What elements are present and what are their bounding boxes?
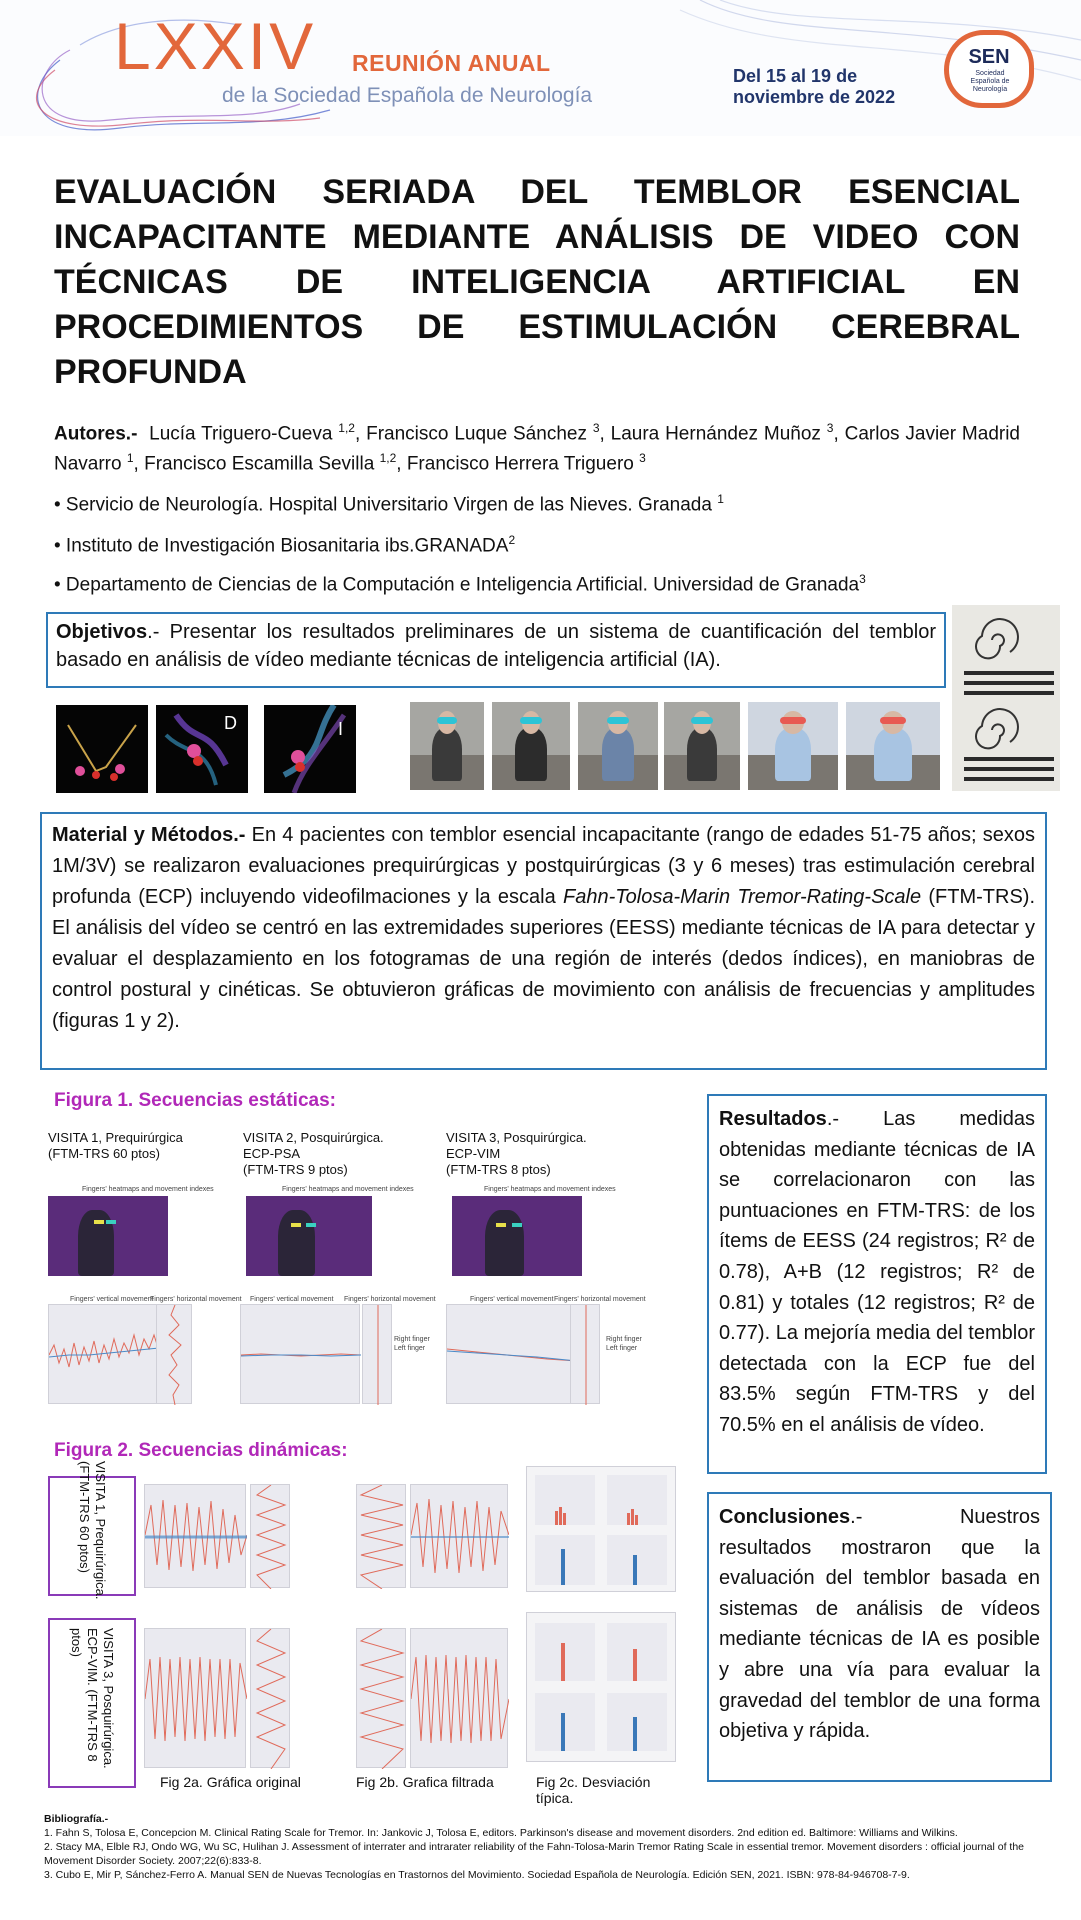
- legend-right-finger: Right finger: [606, 1336, 642, 1343]
- fig2a-visit3-horizontal: [250, 1628, 290, 1768]
- figure2-caption: Figura 2. Secuencias dinámicas:: [54, 1440, 348, 1461]
- tremor-signal-graphic: [411, 1485, 509, 1589]
- legend-left-finger: Left finger: [394, 1345, 426, 1352]
- dates-line-1: Del 15 al 19 de: [733, 66, 858, 86]
- affiliation: [54, 528, 1020, 558]
- heatmap-title: Fingers' heatmaps and movement indexes: [282, 1186, 414, 1193]
- histogram-graphic: [527, 1467, 677, 1593]
- sen-logo-subtext: Sociedad Española de Neurología: [970, 70, 1010, 93]
- affiliation-text: • Instituto de Investigación Biosanitaria ibs.GRANADA: [54, 535, 509, 557]
- visit2-label: [243, 1130, 384, 1178]
- affiliation-text: • Departamento de Ciencias de la Computación e Inteligencia Artificial. Universidad de Granada: [54, 574, 860, 596]
- metodos-text: [52, 820, 1035, 1037]
- conclusiones-label: Conclusiones: [719, 1506, 851, 1528]
- sen-logo-text: SEN: [968, 46, 1010, 68]
- visit-line: ECP-VIM: [446, 1146, 501, 1161]
- conference-number: LXXIV: [114, 9, 317, 83]
- hand-tracking-left: [264, 705, 356, 793]
- affiliation-sup: 2: [508, 533, 516, 547]
- heatmap: [246, 1196, 372, 1276]
- conclusiones-box: [707, 1492, 1052, 1782]
- visit-line: VISITA 2, Posquirúrgica.: [243, 1130, 384, 1145]
- movement-plot-h1: [156, 1304, 192, 1404]
- conference-header: [0, 0, 1081, 136]
- tremor-signal-graphic: [411, 1629, 509, 1769]
- heatmap-title: Fingers' heatmaps and movement indexes: [82, 1186, 214, 1193]
- vertical-signal-graphic: [157, 1305, 193, 1405]
- bibliography-ref: 2. Stacy MA, Elble RJ, Ondo WG, Wu SC, Hulihan J. Assessment of interrater and intrarater reliability of the Fahn-Tolosa-Marin Tremor Rating Scale in essential tremor. Movement disorders : official journal of the Movement Disorder Society. 2007;22(6):833-8.: [44, 1841, 1025, 1867]
- legend-right-finger: Right finger: [394, 1336, 430, 1343]
- objetivos-box: [46, 612, 946, 688]
- author: , Francisco Luque Sánchez: [354, 423, 587, 445]
- visit-line: (FTM-TRS 60 ptos): [48, 1146, 160, 1161]
- right-label: D: [224, 713, 237, 733]
- resultados-text: [719, 1104, 1035, 1441]
- affiliation-sup: 1: [717, 492, 724, 506]
- visit1-label: [48, 1130, 183, 1162]
- fig2a-visit1-vertical: [144, 1484, 246, 1588]
- movement-plot-h3: [570, 1304, 600, 1404]
- patient-photo: [748, 702, 838, 790]
- movement-plot-v2: [240, 1304, 360, 1404]
- patient-photo: [664, 702, 740, 790]
- objetivos-text: [56, 618, 936, 674]
- objetivos-label: Objetivos: [56, 621, 148, 643]
- vertical-signal-graphic: [571, 1305, 601, 1405]
- patient-photo: [578, 702, 658, 790]
- resultados-label: Resultados: [719, 1108, 827, 1130]
- visit3-label: [446, 1130, 587, 1178]
- fig2a-caption: Fig 2a. Gráfica original: [160, 1774, 301, 1790]
- plot-title: Fingers' horizontal movement: [554, 1296, 646, 1303]
- author-sup: 1,2: [338, 421, 355, 435]
- author: , Francisco Escamilla Sevilla: [133, 453, 375, 475]
- resultados-box: [707, 1094, 1047, 1474]
- legend-left-finger: Left finger: [606, 1345, 638, 1352]
- bibliography: [44, 1812, 1034, 1882]
- objetivos-body: .- Presentar los resultados preliminares de un sistema de cuantificación del temblor basado en análisis de vídeo mediante técnicas de inteligencia artificial (IA).: [56, 621, 936, 671]
- metodos-scale-name: Fahn-Tolosa-Marin Tremor-Rating-Scale: [563, 886, 922, 908]
- tremor-signal-graphic: [251, 1485, 291, 1589]
- bibliography-ref: 1. Fahn S, Tolosa E, Concepcion M. Clinical Rating Scale for Tremor. In: Jankovic J, Tolosa E, editors. Parkinson's disease and movement disorders. 2nd edition ed. Baltimore: Williams and Wilkins.: [44, 1827, 958, 1839]
- patient-photo: [846, 702, 940, 790]
- fig2b-visit1-vertical: [410, 1484, 508, 1588]
- dates-line-2: noviembre de 2022: [733, 87, 896, 107]
- affiliation: [54, 487, 1020, 517]
- spiral-drawing-photo: [952, 605, 1060, 791]
- authors-label: Autores.-: [54, 423, 138, 445]
- author: , Carlos Javier Madrid Navarro: [54, 423, 1020, 475]
- figure1-caption: Figura 1. Secuencias estáticas:: [54, 1090, 336, 1111]
- heatmap: [48, 1196, 168, 1276]
- fig2c-caption-line: Fig 2c. Desviación: [536, 1774, 651, 1790]
- conference-title: REUNIÓN ANUAL: [352, 50, 551, 76]
- visit1-box: [48, 1461, 136, 1600]
- metodos-body: En 4 pacientes con temblor esencial incapacitante (rango de edades 51-75 años; sexos 1M/3V) se realizaron evaluaciones prequirúrgicas y postquirúrgicas (3 y 6 meses) tras estimulación cerebral profunda (ECP) incluyendo videofilmaciones y la escala: [52, 824, 1035, 908]
- visit-line: (FTM-TRS 9 ptos): [243, 1162, 348, 1177]
- poster-title: EVALUACIÓN SERIADA DEL TEMBLOR ESENCIAL INCAPACITANTE MEDIANTE ANÁLISIS DE VIDEO CON TÉCNICAS DE INTELIGENCIA ARTIFICIAL EN PROCEDIMIENTOS DE ESTIMULACIÓN CEREBRAL PROFUNDA: [54, 173, 1020, 391]
- fig2c-caption-line: típica.: [536, 1790, 574, 1806]
- visit3-dynamic-label: VISITA 3, Posquirúrgica. ECP-VIM. (FTM-TRS 8 ptos): [69, 1628, 116, 1769]
- bibliography-ref: 3. Cubo E, Mir P, Sánchez-Ferro A. Manual SEN de Nuevas Tecnologías en Trastornos del Movimiento. Sociedad Española de Neurología. Edición SEN, 2021. ISBN: 978-84-946708-7-9.: [44, 1869, 910, 1881]
- plot-title: Fingers' vertical movement: [470, 1296, 554, 1303]
- fig2c-caption: [536, 1774, 650, 1806]
- visit-line: (FTM-TRS 8 ptos): [446, 1162, 551, 1177]
- visit1-dynamic-label: VISITA 1, Prequirúrgica. (FTM-TRS 60 ptos): [77, 1461, 108, 1600]
- heatmap: [452, 1196, 582, 1276]
- bibliography-label: Bibliografía.-: [44, 1813, 109, 1825]
- author: , Francisco Herrera Triguero: [396, 453, 634, 475]
- flat-signal-graphic: [447, 1305, 577, 1405]
- patient-photo: [492, 702, 570, 790]
- movement-plot-h2: [362, 1304, 392, 1404]
- conclusiones-text: [719, 1502, 1040, 1747]
- author-sup: 3: [592, 421, 600, 435]
- metodos-body: (FTM-TRS). El análisis del vídeo se centró en las extremidades superiores (EESS) mediante técnicas de IA para detectar y evaluar el desplazamiento en los fotogramas de una región de interés (dedos índices), en maniobras de control postural y cinéticas. Se obtuvieron gráficas de movimiento con análisis de frecuencias y amplitudes (figuras 1 y 2).: [52, 886, 1036, 1032]
- metodos-box: [40, 812, 1047, 1070]
- fig2c-visit3-histograms: [526, 1612, 676, 1762]
- plot-title: Fingers' vertical movement: [70, 1296, 154, 1303]
- movement-plot-v3: [446, 1304, 576, 1404]
- histogram-graphic: [527, 1613, 677, 1763]
- patient-photo: [410, 702, 484, 790]
- author: Lucía Triguero-Cueva: [149, 423, 333, 445]
- tremor-signal-graphic: [357, 1629, 407, 1769]
- fig2b-caption: Fig 2b. Grafica filtrada: [356, 1774, 494, 1790]
- author-sup: 3: [639, 451, 646, 466]
- affiliation-text: • Servicio de Neurología. Hospital Universitario Virgen de las Nieves. Granada: [54, 494, 712, 516]
- sen-logo: [944, 30, 1034, 110]
- tremor-signal-graphic: [251, 1629, 291, 1769]
- hand-tracking-image: [56, 705, 148, 793]
- fig2a-visit1-horizontal: [250, 1484, 290, 1588]
- affiliation-sup: 3: [859, 572, 866, 586]
- conclusiones-body: .- Nuestros resultados mostraron que la evaluación del temblor basada en sistemas de análisis de vídeos mediante técnicas de IA es posible y abre una vía para evaluar la gravedad del temblor de una forma objetiva y rápida.: [719, 1506, 1040, 1743]
- fig2a-visit3-vertical: [144, 1628, 246, 1768]
- plot-title: Fingers' horizontal movement: [150, 1296, 242, 1303]
- heatmap-title: Fingers' heatmaps and movement indexes: [484, 1186, 616, 1193]
- plot-title: Fingers' horizontal movement: [344, 1296, 436, 1303]
- spiral-drawing-icon: [952, 605, 1060, 791]
- fig2c-visit1-histograms: [526, 1466, 676, 1592]
- tremor-signal-graphic: [357, 1485, 407, 1589]
- visit-line: ECP-PSA: [243, 1146, 301, 1161]
- author-sup: 1: [126, 451, 134, 466]
- affiliation: [54, 567, 1020, 597]
- author-sup: 3: [826, 421, 834, 435]
- fig2b-visit1-horizontal: [356, 1484, 406, 1588]
- visit-line: VISITA 1, Prequirúrgica: [48, 1130, 183, 1145]
- visit-line: VISITA 3, Posquirúrgica.: [446, 1130, 587, 1145]
- left-label: I: [338, 719, 344, 739]
- resultados-body: .- Las medidas obtenidas mediante técnicas de IA se correlacionaron con las puntuaciones en FTM-TRS: de los ítems de EESS (24 registros; R² de 0.78), A+B (12 registros; R² de 0.81) y totales (12 registros; R² de 0.77). La mejoría media del temblor detectada con la ECP fue del 83.5% según FTM-TRS y del 70.5% en el análisis de vídeo.: [719, 1108, 1035, 1436]
- fig2b-visit3-horizontal: [356, 1628, 406, 1768]
- flat-signal-graphic: [241, 1305, 361, 1405]
- metodos-label: Material y Métodos.-: [52, 824, 246, 846]
- author-sup: 1,2: [379, 451, 397, 466]
- authors: [54, 416, 1020, 477]
- tremor-signal-graphic: [145, 1629, 247, 1769]
- plot-title: Fingers' vertical movement: [250, 1296, 334, 1303]
- vertical-signal-graphic: [363, 1305, 393, 1405]
- fig2b-visit3-vertical: [410, 1628, 508, 1768]
- visit3-box: [48, 1618, 136, 1788]
- hand-tracking-right: [156, 705, 248, 793]
- conference-subtitle: de la Sociedad Española de Neurología: [222, 84, 593, 107]
- hand-tracking-graphic: [56, 705, 148, 793]
- conference-dates: [733, 66, 923, 108]
- author: , Laura Hernández Muñoz: [599, 423, 821, 445]
- tremor-signal-graphic: [145, 1485, 247, 1589]
